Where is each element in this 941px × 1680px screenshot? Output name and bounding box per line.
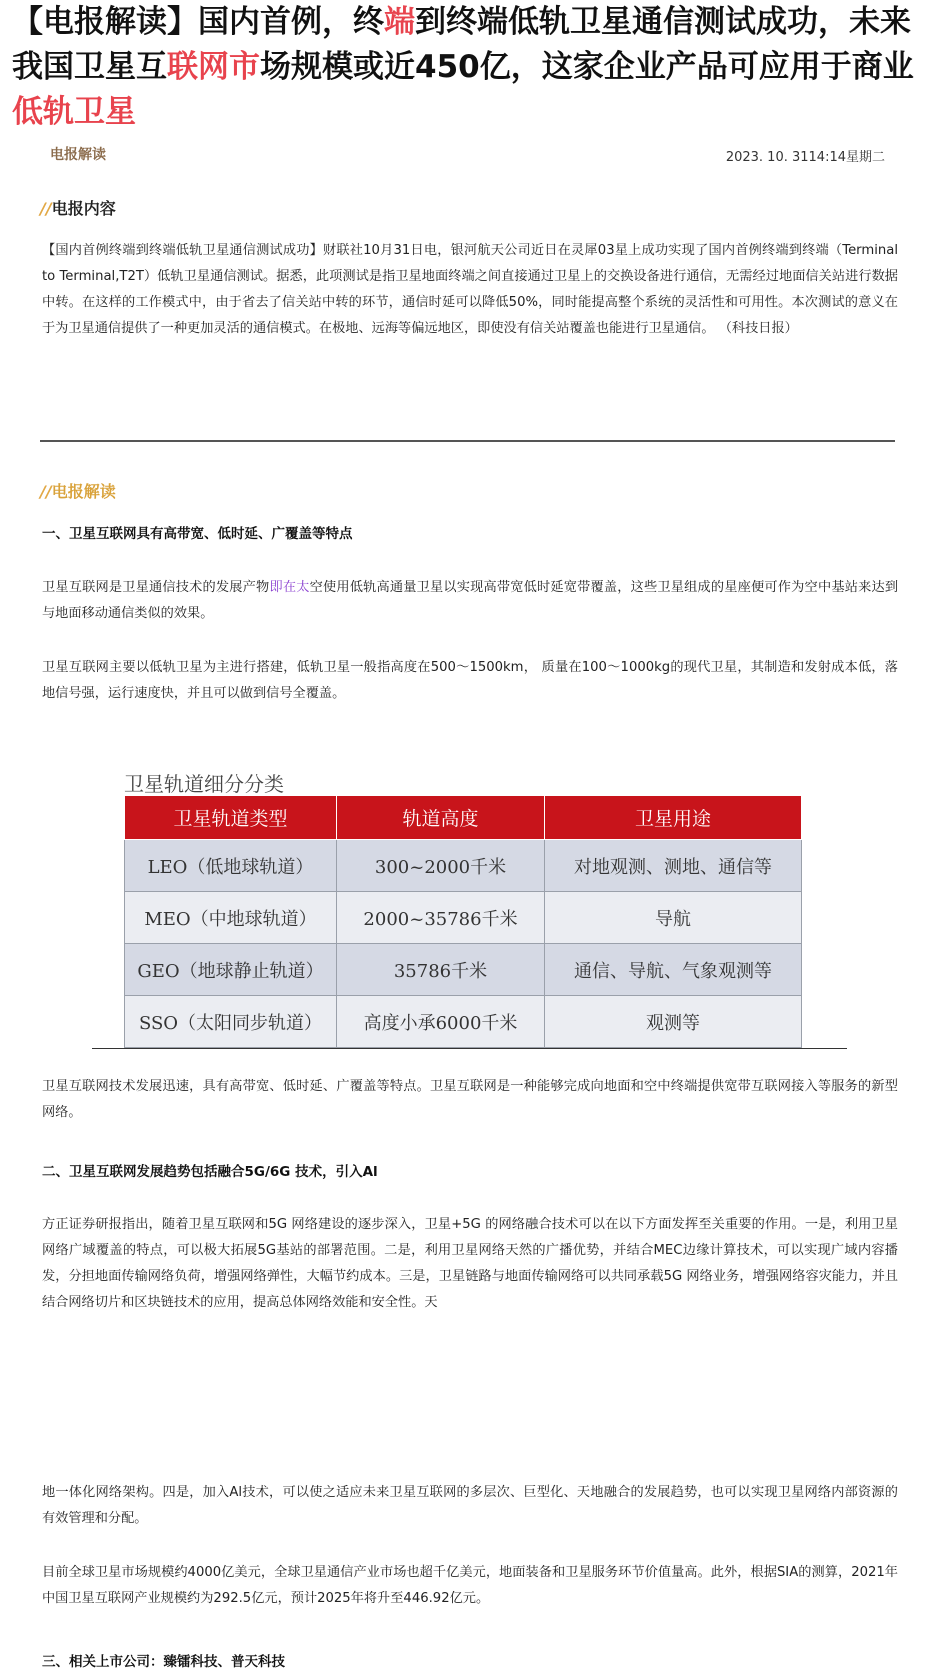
- subheading-3: 三、相关上市公司：臻镭科技、普天科技: [42, 1654, 285, 1670]
- table-header-row: [125, 796, 802, 840]
- table-cell: LEO（低地球轨道）: [125, 840, 337, 892]
- title-part: 场规模或近450亿，这家企业产品可应用于商业: [260, 49, 914, 85]
- article-date: 2023. 10. 3114:14星期二: [725, 150, 885, 165]
- section-heading-text: 电报解读: [51, 482, 116, 501]
- table-row: [125, 944, 802, 996]
- table-row: [125, 892, 802, 944]
- article-source[interactable]: 电报解读: [50, 147, 106, 163]
- orbit-classification-table: [124, 795, 802, 1048]
- table-cell: GEO（地球静止轨道）: [125, 944, 337, 996]
- table-cell: 300~2000千米: [337, 840, 545, 892]
- analysis-paragraph-3: 卫星互联网技术发展迅速，具有高带宽、低时延、广覆盖等特点。卫星互联网是一种能够完成向地面和空中终端提供宽带互联网接入等服务的新型网络。: [42, 1079, 898, 1120]
- section-heading-analysis: [40, 479, 116, 502]
- table-row: [125, 996, 802, 1048]
- section-slash: //: [40, 199, 52, 218]
- analysis-paragraph-6: 目前全球卫星市场规模约4000亿美元，全球卫星通信产业市场也超千亿美元，地面装备和卫星服务环节价值量高。此外，根据SIA的测算，2021年中国卫星互联网产业规模约为292.5亿元，预计2025年将升至446.92亿元。: [42, 1565, 898, 1606]
- table-cell: 观测等: [545, 996, 802, 1048]
- subheading-2: 二、卫星互联网发展趋势包括融合5G/6G 技术，引入Al: [42, 1164, 378, 1180]
- table-cell: MEO（中地球轨道）: [125, 892, 337, 944]
- section-heading-text: 电报内容: [51, 199, 116, 218]
- text-run: 卫星互联网是卫星通信技术的发展产物: [42, 580, 270, 595]
- analysis-paragraph-2: 卫星互联网主要以低轨卫星为主进行搭建，低轨卫星一般指高度在500～1500km， 质量在100～1000kg的现代卫星，其制造和发射成本低，落地信号强，运行速度快，并且可以做到信号全覆盖。: [42, 660, 898, 701]
- article-title: [12, 0, 932, 135]
- table-header-cell: 卫星轨道类型: [125, 796, 337, 840]
- highlighted-text: 即在太: [269, 580, 310, 595]
- section-divider: [40, 440, 895, 442]
- analysis-paragraph-5: 地一体化网络架构。四是，加入Al技术，可以使之适应未来卫星互联网的多层次、巨型化、天地融合的发展趋势，也可以实现卫星网络内部资源的有效管理和分配。: [42, 1485, 898, 1526]
- table-cell: 导航: [545, 892, 802, 944]
- title-part-highlight: 端: [384, 4, 415, 40]
- table-cell: 通信、导航、气象观测等: [545, 944, 802, 996]
- title-part: 到终端低轨卫星通信测试成功，未来我国卫星互: [12, 4, 911, 85]
- section-slash: //: [40, 482, 52, 501]
- section-heading-content: [40, 196, 116, 219]
- title-part-highlight: 联网市: [167, 49, 260, 85]
- content-paragraph: 【国内首例终端到终端低轨卫星通信测试成功】财联社10月31日电，银河航天公司近日在灵犀03星上成功实现了国内首例终端到终端（Terminal to Terminal,T2T）低轨卫星通信测试。据悉，此项测试是指卫星地面终端之间直接通过卫星上的交换设备进行通信，无需经过地面信关站进行数据中转。在这样的工作模式中，由于省去了信关站中转的环节，通信时延可以降低50%，同时能提高整个系统的灵活性和可用性。本次测试的意义在于为卫星通信提供了一种更加灵活的通信模式。在极地、远海等偏远地区，即使没有信关站覆盖也能进行卫星通信。 （科技日报）: [42, 243, 898, 336]
- table-cell: 高度小承6000千米: [337, 996, 545, 1048]
- subheading-1: 一、卫星互联网具有高带宽、低时延、广覆盖等特点: [42, 526, 353, 542]
- analysis-paragraph-1: [42, 575, 898, 627]
- text-run: 空使用低轨高通量卫星以实现高带宽低时延宽带覆盖，这些卫星组成的星座便可作为空中基站来达到与地面移动通信类似的效果。: [42, 580, 899, 621]
- table-row: [125, 840, 802, 892]
- table-header-cell: 轨道高度: [337, 796, 545, 840]
- analysis-paragraph-4: 方正证券研报指出，随着卫星互联网和5G 网络建设的逐步深入，卫星+5G 的网络融合技术可以在以下方面发挥至关重要的作用。一是，利用卫星网络广域覆盖的特点，可以极大拓展5G基站的部署范围。二是，利用卫星网络天然的广播优势，并结合MEC边缘计算技术，可以实现广域内容播发，分担地面传输网络负荷，增强网络弹性，大幅节约成本。三是，卫星链路与地面传输网络可以共同承载5G 网络业务，增强网络容灾能力，并且结合网络切片和区块链技术的应用，提高总体网络效能和安全性。天: [42, 1217, 898, 1310]
- table-cell: 对地观测、测地、通信等: [545, 840, 802, 892]
- table-cell: SSO（太阳同步轨道）: [125, 996, 337, 1048]
- table-caption: 卫星轨道细分分类: [124, 772, 284, 796]
- table-header-cell: 卫星用途: [545, 796, 802, 840]
- title-part: 【电报解读】国内首例，终: [12, 4, 384, 40]
- table-cell: 2000~35786千米: [337, 892, 545, 944]
- table-divider: [92, 1048, 847, 1049]
- title-part-highlight: 低轨卫星: [12, 94, 136, 130]
- table-cell: 35786千米: [337, 944, 545, 996]
